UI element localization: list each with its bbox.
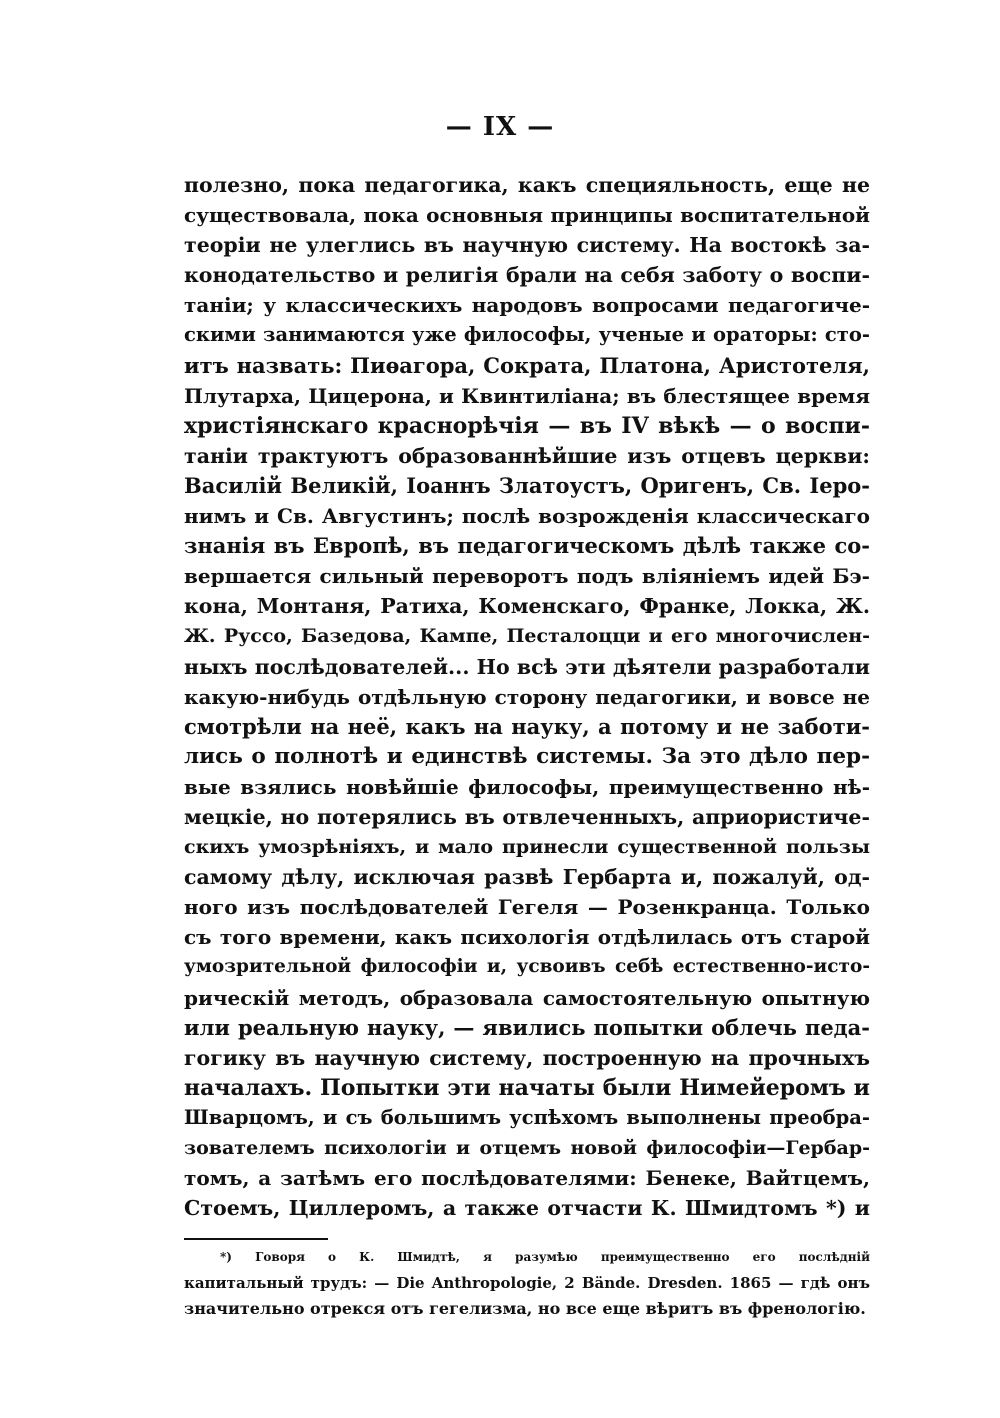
text-line: полезно, пока педагогика, какъ специяльность, еще не [184, 173, 870, 197]
text-line: Стоемъ, Циллеромъ, а также отчасти К. Шмидтомъ *) и [184, 1196, 870, 1221]
footnote-line: значительно отрекся отъ гегелизма, но все еще вѣритъ въ френологiю. [184, 1299, 866, 1318]
text-line: танiи трактуютъ образованнѣйшие изъ отцевъ церкви: [184, 443, 870, 468]
text-line: какую-нибудь отдѣльную сторону педагогики, и вовсе не [184, 684, 870, 709]
text-line: конодательство и религiя брали на себя заботу о воспи- [184, 263, 870, 288]
text-line: или реальную науку, — явились попытки облечь педа- [184, 1014, 870, 1040]
text-line: ныхъ послѣдователей... Но всѣ эти дѣятели разработали [184, 654, 870, 679]
text-line: Ж. Руссо, Базедова, Кампе, Песталоцци и его многочислен- [184, 625, 870, 648]
text-line: мецкiе, но потерялись въ отвлеченныхъ, априористиче- [184, 804, 870, 829]
text-line: началахъ. Попытки эти начаты были Нимейеромъ и [184, 1074, 870, 1101]
text-line: Плутарха, Цицерона, и Квинтилiана; въ блестящее время [184, 383, 870, 408]
text-line: ного изъ послѣдователей Гегеля — Розенкранца. Только [184, 895, 870, 920]
text-line: самому дѣлу, исключая развѣ Гербарта и, пожалуй, од- [184, 865, 870, 890]
footnote [184, 1244, 870, 1322]
text-line: смотрѣли на неё, какъ на науку, а потому и не заботи- [184, 713, 870, 739]
text-line: нимъ и Св. Августинъ; послѣ возрожденiя классическаго [184, 504, 870, 529]
text-line: существовала, пока основныя принципы воспитательной [184, 203, 870, 228]
text-line: вершается сильный переворотъ подъ влiянiемъ идей Бэ- [184, 564, 870, 589]
text-line: скихъ умозрѣнiяхъ, и мало принесли существенной пользы [184, 836, 870, 859]
footnote-divider [184, 1238, 328, 1240]
text-line: танiи; у классическихъ народовъ вопросами педагогиче- [184, 293, 870, 318]
text-line: рическiй методъ, образовала самостоятельную опытную [184, 985, 870, 1010]
text-line: вые взялись новѣйшiе философы, преимущественно нѣ- [184, 774, 870, 799]
text-line: томъ, а затѣмъ его послѣдователями: Бенеке, Вайтцемъ, [184, 1166, 870, 1191]
text-line: лись о полнотѣ и единствѣ системы. За это дѣло пер- [184, 743, 870, 769]
text-line: христiянскаго краснорѣчiя — въ IV вѣкѣ — о воспи- [184, 412, 870, 439]
text-line: знанiя въ Европѣ, въ педагогическомъ дѣлѣ также со- [184, 533, 870, 559]
text-line: гогику въ научную систему, построенную на прочныхъ [184, 1045, 870, 1070]
text-line: итъ назвать: Пиѳагора, Сократа, Платона, Аристотеля, [184, 352, 870, 378]
text-line: съ того времени, какъ психологiя отдѣлилась отъ старой [184, 925, 870, 950]
page-number: — IX — [445, 112, 555, 142]
body-text [184, 170, 870, 1223]
text-line: теорiи не улеглись въ научную систему. На востокѣ за- [184, 233, 870, 258]
footnote-line: капитальный трудъ: — Die Anthropologie, 2 Bände. Dresden. 1865 — гдѣ онъ [184, 1274, 870, 1292]
text-line: кона, Монтаня, Ратиха, Коменскаго, Франке, Локка, Ж. [184, 594, 870, 619]
text-line: Шварцомъ, и съ большимъ успѣхомъ выполнены преобра- [184, 1105, 870, 1129]
footnote-line: *) Говоря о К. Шмидтѣ, я разумѣю преимущественно его послѣднiй [220, 1250, 870, 1264]
text-line: Василiй Великiй, Iоаннъ Златоустъ, Оригенъ, Св. Iеро- [184, 472, 870, 498]
text-line: скими занимаются уже философы, ученые и ораторы: сто- [184, 323, 870, 347]
text-line: зователемъ психологiи и отцемъ новой философiи—Гербар- [184, 1137, 870, 1159]
text-line: умозрительной философiи и, усвоивъ себѣ естественно-истo- [184, 956, 870, 978]
